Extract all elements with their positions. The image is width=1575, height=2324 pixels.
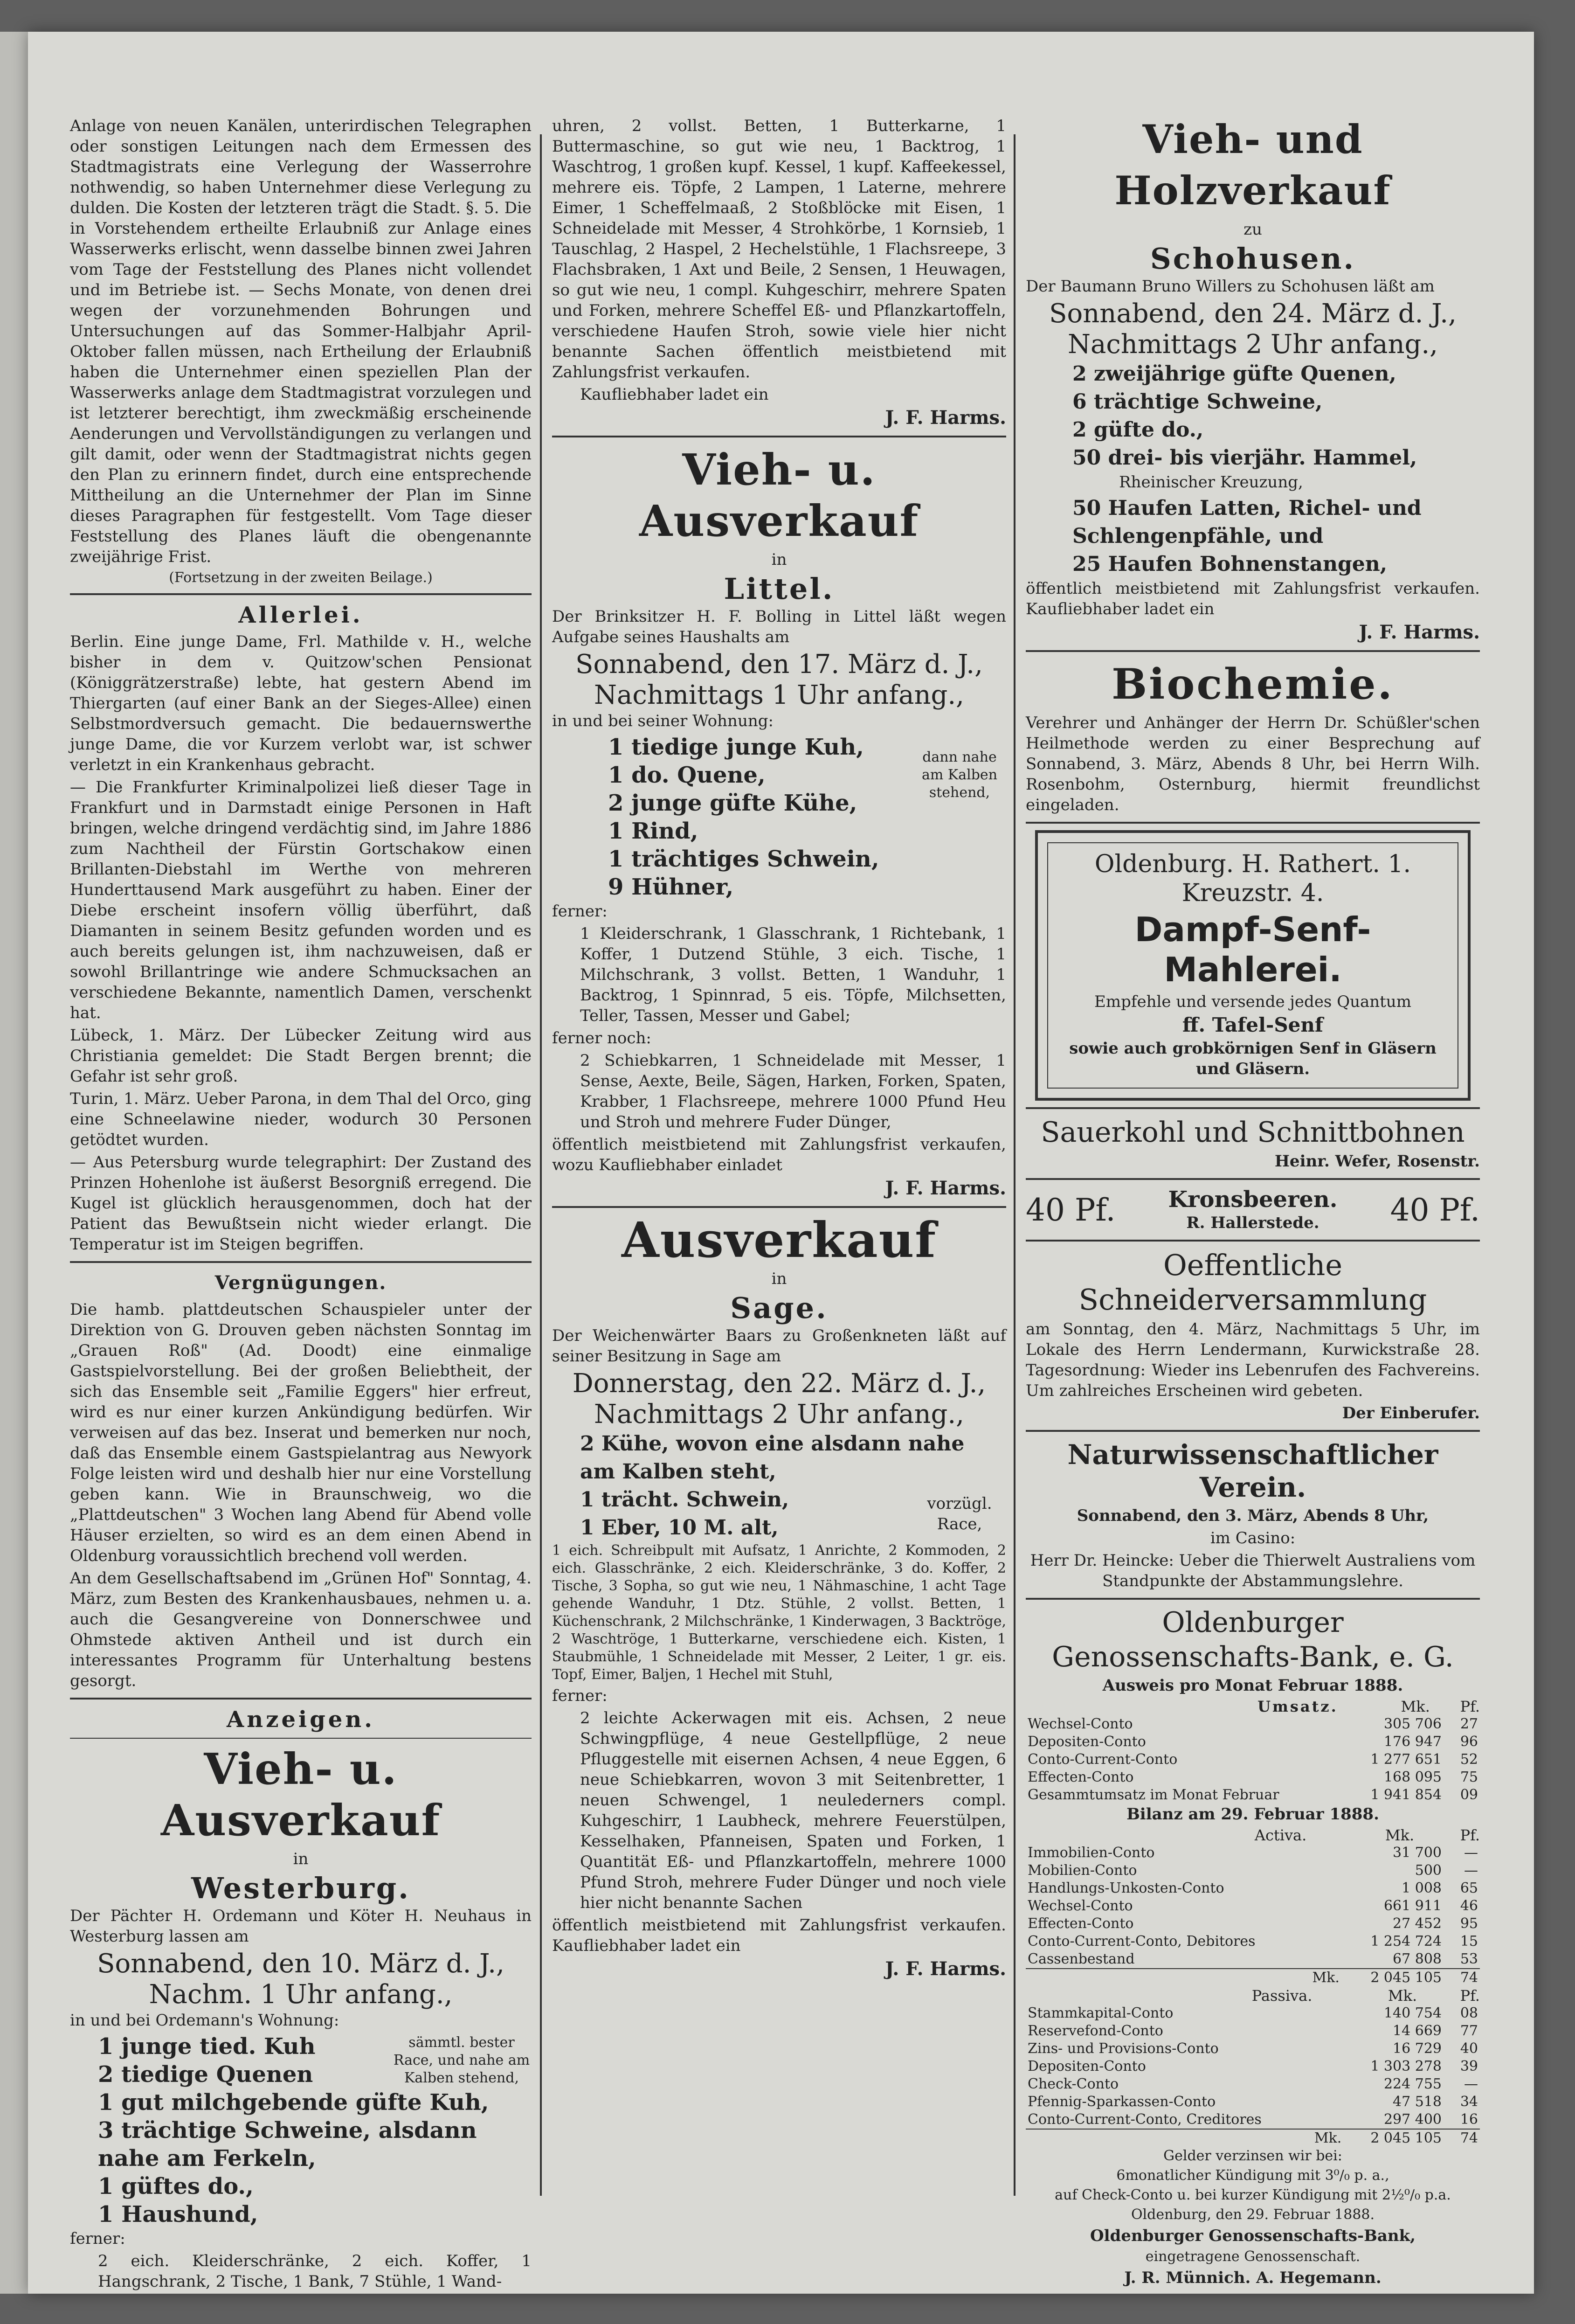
row-pf: 27 (1460, 1716, 1478, 1732)
total-label: Mk. (1312, 1970, 1340, 1986)
table-row (1026, 2040, 1480, 2058)
row-label: Cassenbestand (1028, 1951, 1135, 1967)
table-row (1026, 1844, 1480, 1862)
row-label: Immobilien-Conto (1028, 1845, 1155, 1861)
section-title-allerlei: Allerlei. (238, 602, 363, 628)
row-mk: 16 729 (1393, 2040, 1442, 2057)
continuation-note: (Fortsetzung in der zweiten Beilage.) (169, 569, 433, 586)
row-label: Wechsel-Conto (1028, 1898, 1133, 1914)
livestock-item: 9 Hühner, (608, 874, 734, 900)
row-mk: 168 095 (1383, 1769, 1442, 1785)
livestock-item: 2 Kühe, wovon eine alsdann nahe am Kalben steht, (580, 1432, 965, 1484)
ad-in: in (293, 1850, 309, 1868)
livestock-item: 25 Haufen Bohnenstangen, (1072, 552, 1388, 576)
bank-note-2: 6monatlicher Kündigung mit 3⁰/₀ p. a., (1116, 2167, 1389, 2184)
row-label: Effecten-Conto (1028, 1915, 1134, 1932)
row-pf: 46 (1460, 1898, 1478, 1914)
row-pf: 95 (1460, 1915, 1478, 1932)
row-mk: 1 303 278 (1370, 2058, 1442, 2074)
row-label: Conto-Current-Conto, Creditores (1028, 2111, 1262, 2128)
ad-naturwiss-text: Herr Dr. Heincke: Ueber die Thierwelt Australiens vom Standpunkte der Abstammungslehre. (1030, 1551, 1476, 1590)
divider (1026, 822, 1480, 824)
ad-in: in (771, 550, 787, 569)
ad-westerburg-date: Sonnabend, den 10. März d. J., (97, 1949, 504, 1979)
table-total-row (1026, 1969, 1480, 1987)
ad-ferner: ferner: (552, 1686, 608, 1705)
ad-biochemie-title: Biochemie. (1112, 659, 1394, 709)
row-mk: 500 (1415, 1862, 1442, 1879)
row-pf: 65 (1460, 1880, 1478, 1896)
ad-naturwiss-date: Sonnabend, den 3. März, Abends 8 Uhr, (1077, 1506, 1429, 1525)
divider (70, 593, 532, 595)
bank-date: Oldenburg, den 29. Februar 1888. (1131, 2206, 1375, 2223)
news-frankfurt: — Die Frankfurter Kriminalpolizei ließ dieser Tage in Frankfurt und in Darmstadt einige Personen in Haft bringen, welche dringend verdächtig sind, im Jahre 1886 zum Nachtheil der Fürstin Gortschakow einen Brillanten-Diebstahl im Werthe von mehreren Hunderttausend Mark ausgeführt zu haben. Einer der Diebe erscheint insofern völlig überführt, daß Diamanten in seinem Besitz gefunden worden und es auch bereits gelungen ist, ihm nachzuweisen, daß er sowohl Brillantringe wie andere Schmucksachen an verschiedene Bekannte, namentlich Damen, verschenkt hat. (70, 778, 532, 1022)
divider (1026, 1178, 1480, 1180)
column-3 (1019, 32, 1485, 2294)
column-1 (52, 32, 537, 2294)
livestock-item: 6 trächtige Schweine, (1072, 390, 1323, 414)
table-row (1026, 1751, 1480, 1769)
livestock-item: 1 güftes do., (98, 2173, 254, 2199)
ad-kron-center (1168, 1186, 1337, 1233)
ad-littel-note: dann nahe am Kalben stehend, (921, 749, 998, 801)
ad-invite: Kaufliebhaber ladet ein (580, 385, 769, 404)
column-rule-2 (1014, 134, 1015, 2196)
livestock-item: 1 Haushund, (98, 2201, 258, 2227)
row-label: Conto-Current-Conto, Debitores (1028, 1933, 1256, 1949)
news-luebeck: Lübeck, 1. März. Der Lübecker Zeitung wird aus Christiania gemeldet: Die Stadt Bergen brennt; die Gefahr ist sehr groß. (70, 1026, 532, 1086)
activa-header (1026, 1826, 1480, 1844)
article-wasserwerk: Anlage von neuen Kanälen, unterirdischen Telegraphen oder sonstigen Leitungen nach dem Ermessen des Stadtmagistrats eine Verlegung der Wasserrohre nothwendig, so haben Unternehmer diese Verlegung zu dulden. Die Kosten der letzteren trägt die Stadt. §. 5. Die in Vorstehendem ertheilte Erlaubniß zur Anlage eines Wasserwerks erlischt, wenn dasselbe binnen zwei Jahren vom Tage der Feststellung des Planes nicht vollendet und im Betriebe ist. — Sechs Monate, von denen drei wegen der vorzunehmenden Bohrungen und Untersuchungen auf das Sommer-Halbjahr April-Oktober fallen müssen, nach Ertheilung der Erlaubniß haben die Unternehmer einen speziellen Plan der Wasserwerks anlage dem Stadtmagistrat vorzulegen und ist letzterer berechtigt, ihm zweckmäßig erscheinende Aenderungen und Vervollständigungen zu verlangen und gilt damit, oder wenn der Stadtmagistrat nichts gegen den Plan zu erinnern findet, durch eine entsprechende Mittheilung an die Unternehmer der Plan im Sinne dieses Paragraphen für festgestellt. Vom Tage dieser Feststellung des Planes läuft die obengenannte zweijährige Frist. (70, 117, 532, 566)
table-row (1026, 1733, 1480, 1751)
row-label: Conto-Current-Conto (1028, 1751, 1178, 1768)
livestock-item: 1 trächtiges Schwein, (608, 846, 879, 872)
signature-harms: J. F. Harms. (885, 1958, 1006, 1980)
ad-littel-title: Vieh- u. Ausverkauf (639, 444, 919, 546)
activa-label: Activa. (1254, 1826, 1307, 1844)
row-label: Handlungs-Unkosten-Conto (1028, 1880, 1224, 1896)
section-title-anzeigen: Anzeigen. (227, 1707, 375, 1733)
row-label: Reservefond-Conto (1028, 2023, 1163, 2039)
livestock-item: 1 trächt. Schwein, (580, 1488, 789, 1512)
news-turin: Turin, 1. März. Ueber Parona, in dem Thal del Orco, ging eine Schneelawine nieder, wodurch 30 Personen getödtet wurden. (70, 1089, 532, 1149)
row-pf: 53 (1460, 1951, 1478, 1967)
ad-westerburg-place: Westerburg. (191, 1871, 410, 1905)
table-row (1026, 1769, 1480, 1786)
column-rule-1 (540, 134, 542, 2196)
row-pf: 40 (1460, 2040, 1478, 2057)
ad-sage-date: Donnerstag, den 22. März d. J., (572, 1368, 986, 1399)
ad-sage-text: Der Weichenwärter Baars zu Großenkneten läßt auf seiner Besitzung in Sage am (552, 1326, 1006, 1366)
ad-littel-time: Nachmittags 1 Uhr anfang., (594, 680, 964, 710)
table-row (1026, 2058, 1480, 2075)
table-total-row (1026, 2129, 1480, 2147)
ad-littel-place: Littel. (724, 572, 835, 606)
livestock-item: 2 güfte do., (1072, 418, 1204, 442)
row-mk: 224 755 (1383, 2076, 1442, 2092)
ad-schneider-title: Oeffentliche Schneiderversammlung (1078, 1248, 1427, 1317)
table-row (1026, 1880, 1480, 1897)
row-mk: 31 700 (1393, 1845, 1442, 1861)
row-label: Depositen-Conto (1028, 2058, 1146, 2074)
row-pf: 75 (1460, 1769, 1478, 1785)
passiva-label: Passiva. (1251, 1987, 1312, 2005)
row-mk: 1 277 651 (1370, 1751, 1442, 1768)
row-label: Zins- und Provisions-Conto (1028, 2040, 1219, 2057)
livestock-item: 2 zweijährige güfte Quenen, (1072, 362, 1396, 386)
ad-schohusen-end: öffentlich meistbietend mit Zahlungsfrist verkaufen. Kaufliebhaber ladet ein (1026, 579, 1480, 618)
ad-littel-end: öffentlich meistbietend mit Zahlungsfrist verkaufen, wozu Kaufliebhaber einladet (552, 1135, 1006, 1174)
table-row (1026, 1786, 1480, 1804)
ad-littel-where: in und bei seiner Wohnung: (552, 712, 774, 730)
divider (1026, 1240, 1480, 1242)
table-row (1026, 1715, 1480, 1733)
table-row (1026, 1933, 1480, 1950)
bank-signature-3: J. R. Münnich. A. Hegemann. (1124, 2269, 1382, 2287)
ad-kron-title: Kronsbeeren. (1168, 1186, 1338, 1213)
ad-westerburg-title: Vieh- u. Ausverkauf (160, 1744, 441, 1845)
ad-schohusen-note: Rheinischer Kreuzung, (1119, 473, 1303, 492)
row-mk: 297 400 (1383, 2111, 1442, 2128)
ad-ferner: ferner: (70, 2229, 125, 2248)
ad-sage-list1: 1 eich. Schreibpult mit Aufsatz, 1 Anrichte, 2 Kommoden, 2 eich. Glasschränke, 2 eich. Kleiderschränke, 3 do. Koffer, 2 Tische, 3 Sopha, so gut wie neu, 1 Nähmaschine, 1 acht Tage gehende Wanduhr, 1 Dtz. Stühle, 2 vollst. Betten, 1 Küchenschrank, 2 Milchschränke, 1 Kinderwagen, 3 Backtröge, 2 Waschtröge, 1 Butterkarne, verschiedene eich. Kisten, 1 Staubmühle, 1 Schneidelade mit Messer, 2 Leiter, 1 gr. eis. Topf, Eimer, Baljen, 1 Hechel mit Stuhl, (552, 1542, 1006, 1683)
bank-title-1: Oldenburger (1162, 1606, 1344, 1639)
ad-littel-list2: 2 Schiebkarren, 1 Schneidelade mit Messer, 1 Sense, Aexte, Beile, Sägen, Harken, Forken, Spaten, Krabber, 1 Flachsreepe, mehrere 1000 Pfund Heu und Stroh und mehrere Fuder Dünger, (580, 1051, 1006, 1131)
row-pf: 52 (1460, 1751, 1478, 1768)
ad-sage-list2: 2 leichte Ackerwagen mit eis. Achsen, 2 neue Schwingpflüge, 4 neue Gestellpflüge, 2 neue Pfluggestelle mit eisernen Achsen, 4 neue Eggen, 6 neue Schiebkarren, wovon 3 mit Seitenbretter, 1 neuen Schwengel, 1 neulederners compl. Kuhgeschirr, 1 Laubheck, mehrere Feuerstülpen, Kesselhaken, Pfanneisen, Spaten und Forken, 1 Quantität Eß- und Pflanzkartoffeln, mehrere 1000 Pfund Stroh, mehrere Fuder Dünger und noch viele hier nicht benannte Sachen (580, 1709, 1006, 1912)
ad-sauerkohl-sig: Heinr. Wefer, Rosenstr. (1274, 1152, 1480, 1171)
ad-zu: zu (1243, 220, 1262, 239)
table-row (1026, 2111, 1480, 2129)
ad-senf-title: Dampf-Senf-Mahlerei. (1134, 910, 1371, 989)
ad-senf-box (1035, 830, 1471, 1101)
ad-sauerkohl-title: Sauerkohl und Schnittbohnen (1041, 1116, 1465, 1149)
ad-sage-items-group (552, 1486, 1006, 1542)
ad-littel-text: Der Brinksitzer H. F. Bolling in Littel läßt wegen Aufgabe seines Haushalts am (552, 607, 1006, 646)
divider (552, 436, 1006, 437)
ad-littel-items-group (552, 733, 1006, 817)
divider (552, 1206, 1006, 1208)
ad-senf-line2: ff. Tafel-Senf (1182, 1013, 1323, 1036)
bank-report-title: Ausweis pro Monat Februar 1888. (1102, 1676, 1403, 1695)
ad-sage-title: Ausverkauf (621, 1211, 937, 1269)
col-pf: Pf. (1460, 1698, 1480, 1715)
total-pf: 74 (1460, 2130, 1478, 2146)
row-mk: 14 669 (1393, 2023, 1442, 2039)
ad-senf-line1: Empfehle und versende jedes Quantum (1094, 992, 1411, 1011)
row-mk: 305 706 (1383, 1716, 1442, 1732)
row-label: Depositen-Conto (1028, 1734, 1146, 1750)
livestock-item: 1 junge tied. Kuh (98, 2033, 316, 2060)
row-mk: 1 941 854 (1370, 1787, 1442, 1803)
row-label: Mobilien-Conto (1028, 1862, 1137, 1879)
row-label: Wechsel-Conto (1028, 1716, 1133, 1732)
table-row (1026, 1915, 1480, 1933)
ad-schohusen-title: Vieh- und Holzverkauf (1114, 116, 1391, 214)
ad-biochemie-text: Verehrer und Anhänger der Herrn Dr. Schüßler'schen Heilmethode werden zu einer Besprechung auf Sonnabend, 3. März, Abends 8 Uhr, bei Herrn Wilh. Rosenbohm, Osternburg, hiermit freundlichst eingeladen. (1026, 714, 1480, 814)
ad-schohusen-date: Sonnabend, den 24. März d. J., (1049, 298, 1457, 329)
divider (70, 1698, 532, 1700)
bank-signature-2: eingetragene Genossenschaft. (1145, 2248, 1361, 2265)
ad-westerburg-where: in und bei Ordemann's Wohnung: (70, 2011, 339, 2030)
ad-littel-list1: 1 Kleiderschrank, 1 Glasschrank, 1 Richtebank, 1 Koffer, 1 Dutzend Stühle, 3 eich. Tische, 1 Milchschrank, 3 vollst. Betten, 1 Wanduhr, 1 Backtrog, 1 Spinnrad, 5 eis. Töpfe, Milchsetten, Teller, Tassen, Messer und Gabel; (580, 924, 1006, 1025)
ad-schohusen-text: Der Baumann Bruno Willers zu Schohusen läßt am (1026, 277, 1435, 296)
divider (1026, 650, 1480, 652)
bank-signature-1: Oldenburger Genossenschafts-Bank, (1090, 2227, 1416, 2245)
bank-title-2: Genossenschafts-Bank, e. G. (1052, 1641, 1454, 1673)
livestock-item: 1 Rind, (608, 818, 698, 844)
livestock-item: 2 tiedige Quenen (98, 2061, 313, 2088)
ad-schneider-sig: Der Einberufer. (1342, 1404, 1480, 1422)
ad-kron-price-right: 40 Pf. (1390, 1192, 1480, 1228)
signature-harms: J. F. Harms. (1359, 621, 1480, 643)
row-mk: 1 008 (1402, 1880, 1442, 1896)
divider (1026, 1430, 1480, 1432)
table-row (1026, 2005, 1480, 2022)
row-mk: 1 254 724 (1370, 1933, 1442, 1949)
ad-schneider-text: am Sonntag, den 4. März, Nachmittags 5 Uhr, im Lokale des Herrn Lendermann, Kurwickstraße 28. Tagesordnung: Wieder ins Lebenrufen des Fachvereins. Um zahlreiches Erscheinen wird gebeten. (1026, 1320, 1480, 1400)
table-row (1026, 2022, 1480, 2040)
total-pf: 74 (1460, 1970, 1478, 1986)
news-berlin: Berlin. Eine junge Dame, Frl. Mathilde v. H., welche bisher in dem v. Quitzow'schen Pensionat (Königgrätzerstraße) lebte, hat gestern Abend im Thiergarten (auf einer Bank an der Sieges-Allee) einen Selbstmordversuch gemacht. Die bedauernswerthe junge Dame, die vor Kurzem verlobt war, ist schwer verletzt in ein Krankenhaus gebracht. (70, 632, 532, 774)
row-mk: 176 947 (1383, 1734, 1442, 1750)
divider (70, 1261, 532, 1263)
ad-kron-price-left: 40 Pf. (1026, 1192, 1116, 1228)
total-label: Mk. (1314, 2130, 1342, 2146)
umsatz-header (1026, 1698, 1480, 1715)
bank-note-3: auf Check-Conto u. bei kurzer Kündigung mit 2½⁰/₀ p.a. (1055, 2187, 1451, 2203)
news-petersburg: — Aus Petersburg wurde telegraphirt: Der Zustand des Prinzen Hohenlohe ist äußerst Besorgniß erregend. Die Kugel ist glücklich herausgenommen, doch hat der Patient das Bewußtsein nicht wieder erlangt. Die Temperatur ist im Steigen begriffen. (70, 1153, 532, 1254)
ad-ferner: ferner: (552, 902, 608, 921)
table-row (1026, 1897, 1480, 1915)
ad-naturwiss-venue: im Casino: (1210, 1529, 1296, 1547)
verg-gruener-hof: An dem Gesellschaftsabend im „Grünen Hof" Sonntag, 4. März, zum Besten des Krankenhausbaues, nehmen u. a. auch die Gesangvereine von Donnerschwee und Ohmstede aktiven Antheil und ist durch ein interessantes Programm für Unterhaltung bestens gesorgt. (70, 1569, 532, 1690)
livestock-item: 1 tiedige junge Kuh, (608, 734, 864, 760)
ad-senf-inner (1047, 842, 1458, 1089)
divider (70, 1738, 532, 1739)
livestock-item: 1 do. Quene, (608, 762, 766, 788)
ad-schohusen-place: Schohusen. (1150, 242, 1356, 276)
col-mk: Mk. (1385, 1826, 1415, 1844)
column-2 (546, 32, 1012, 2294)
row-pf: 96 (1460, 1734, 1478, 1750)
row-mk: 47 518 (1393, 2094, 1442, 2110)
row-mk: 661 911 (1383, 1898, 1442, 1914)
row-label: Check-Conto (1028, 2076, 1119, 2092)
livestock-item: 50 drei- bis vierjähr. Hammel, (1072, 446, 1417, 470)
ad-littel-date: Sonnabend, den 17. März d. J., (575, 649, 983, 680)
ad-ferner-noch: ferner noch: (552, 1029, 651, 1048)
row-pf: 77 (1460, 2023, 1478, 2039)
row-mk: 27 452 (1393, 1915, 1442, 1932)
row-pf: 16 (1460, 2111, 1478, 2128)
table-row (1026, 2093, 1480, 2111)
row-pf: 34 (1460, 2094, 1478, 2110)
verg-plattdeutsch: Die hamb. plattdeutschen Schauspieler unter der Direktion von G. Drouven geben nächsten Sonntag im „Grauen Roß" (Ad. Doodt) eine einmalige Gastspielvorstellung. Bei der großen Beliebtheit, der sich das Ensemble seit „Familie Eggers" hier erfreut, wird es nur einer kurzen Ankündigung bedürfen. Wir verweisen auf das bez. Inserat und bemerken nur noch, daß das Ensemble einem Gastspielantrag aus Newyork Folge leisten wird und deshalb hier nur eine Vorstellung geben kann. Wie in Braunschweig, wo die „Plattdeutschen" 3 Wochen lang Abend für Abend volle Häuser erzielten, so wird es an dem einen Abend in Oldenburg voraussichtlich brechend voll werden. (70, 1300, 532, 1565)
row-pf: 09 (1460, 1787, 1478, 1803)
newspaper-page (28, 32, 1534, 2294)
total-mk: 2 045 105 (1370, 1970, 1442, 1986)
signature-harms: J. F. Harms. (885, 1177, 1006, 1199)
row-pf: — (1464, 1845, 1478, 1861)
ad-in: in (771, 1270, 787, 1288)
ad-senf-address: Oldenburg. H. Rathert. 1. Kreuzstr. 4. (1094, 850, 1411, 907)
row-mk: 67 808 (1393, 1951, 1442, 1967)
ad-westerburg-list: 2 eich. Kleiderschränke, 2 eich. Koffer, 1 Hangschrank, 2 Tische, 1 Bank, 7 Stühle, 1 Wand- (98, 2252, 532, 2291)
row-mk: 140 754 (1383, 2005, 1442, 2021)
col-pf: Pf. (1460, 1826, 1480, 1844)
passiva-table (1026, 2005, 1480, 2147)
signature-harms: J. F. Harms. (885, 407, 1006, 429)
col-mk: Mk. (1388, 1987, 1417, 2005)
bank-note-1: Gelder verzinsen wir bei: (1163, 2148, 1342, 2164)
ad-westerburg-text: Der Pächter H. Ordemann und Köter H. Neuhaus in Westerburg lassen am (70, 1907, 532, 1946)
row-pf: 39 (1460, 2058, 1478, 2074)
ad-sage-time: Nachmittags 2 Uhr anfang., (594, 1399, 964, 1429)
bilanz-title: Bilanz am 29. Februar 1888. (1126, 1805, 1379, 1824)
row-pf: — (1464, 1862, 1478, 1879)
row-label: Pfennig-Sparkassen-Conto (1028, 2094, 1216, 2110)
ad-sage-place: Sage. (730, 1291, 828, 1325)
table-row (1026, 1862, 1480, 1880)
section-title-vergnuegungen: Vergnügungen. (214, 1272, 387, 1294)
divider (1026, 1107, 1480, 1109)
col-mk: Mk. (1401, 1698, 1430, 1715)
row-label: Gesammtumsatz im Monat Februar (1028, 1787, 1279, 1803)
umsatz-label: Umsatz. (1257, 1698, 1338, 1715)
activa-table (1026, 1844, 1480, 1987)
livestock-item: 3 trächtige Schweine, alsdann nahe am Ferkeln, (98, 2117, 477, 2171)
livestock-item: 1 gut milchgebende güfte Kuh, (98, 2089, 489, 2116)
ad-continued-list: uhren, 2 vollst. Betten, 1 Butterkarne, 1 Buttermaschine, so gut wie neu, 1 Backtrog, 1 Waschtrog, 1 großen kupf. Kessel, 1 kupf. Kaffeekessel, mehrere eis. Töpfe, 2 Lampen, 1 Laterne, mehrere Eimer, 1 Scheffelmaaß, 2 Stoßblöcke mit Eisen, 1 Schneidelade mit Messer, 4 Strohkörbe, 1 Kornsieb, 1 Tauschlag, 2 Haspel, 2 Hechelstühle, 1 Flachsreepe, 3 Flachsbraken, 1 Axt und Beile, 2 Sensen, 1 Heuwagen, so gut wie neu, 1 compl. Kuhgeschirr, mehrere Spaten und Forken, mehrere Scheffel Eß- und Pflanzkartoffeln, verschiedene Haufen Stroh, sowie viele hier nicht benannte Sachen öffentlich meistbietend mit Zahlungsfrist verkaufen. (552, 117, 1006, 382)
ad-kron-sig: R. Hallerstede. (1186, 1214, 1319, 1232)
umsatz-table (1026, 1715, 1480, 1804)
divider (1026, 1598, 1480, 1600)
total-mk: 2 045 105 (1370, 2130, 1442, 2146)
row-pf: 08 (1460, 2005, 1478, 2021)
livestock-item: 2 junge güfte Kühe, (608, 790, 857, 816)
col-pf: Pf. (1460, 1987, 1480, 2005)
livestock-item: 50 Haufen Latten, Richel- und Schlengenpfähle, und (1072, 496, 1422, 548)
ad-sage-end: öffentlich meistbietend mit Zahlungsfrist verkaufen. Kaufliebhaber ladet ein (552, 1916, 1006, 1955)
table-row (1026, 1950, 1480, 1969)
row-label: Effecten-Conto (1028, 1769, 1134, 1785)
row-pf: 15 (1460, 1933, 1478, 1949)
row-label: Stammkapital-Conto (1028, 2005, 1174, 2021)
row-pf: — (1464, 2076, 1478, 2092)
ad-westerburg-items-group (70, 2033, 532, 2088)
ad-westerburg-time: Nachm. 1 Uhr anfang., (149, 1979, 453, 2010)
table-row (1026, 2075, 1480, 2093)
ad-kronsbeeren (1026, 1186, 1480, 1233)
livestock-item: 1 Eber, 10 M. alt, (580, 1516, 779, 1540)
ad-sage-note: vorzügl. Race, (927, 1494, 992, 1533)
ad-westerburg-note: sämmtl. bester Race, und nahe am Kalben stehend, (393, 2034, 530, 2086)
ad-senf-line3: sowie auch grobkörnigen Senf in Gläsern und Gläsern. (1069, 1039, 1437, 1078)
ad-schohusen-time: Nachmittags 2 Uhr anfang., (1068, 329, 1438, 360)
passiva-header (1026, 1987, 1480, 2005)
ad-naturwiss-title: Naturwissenschaftlicher Verein. (1067, 1439, 1438, 1503)
